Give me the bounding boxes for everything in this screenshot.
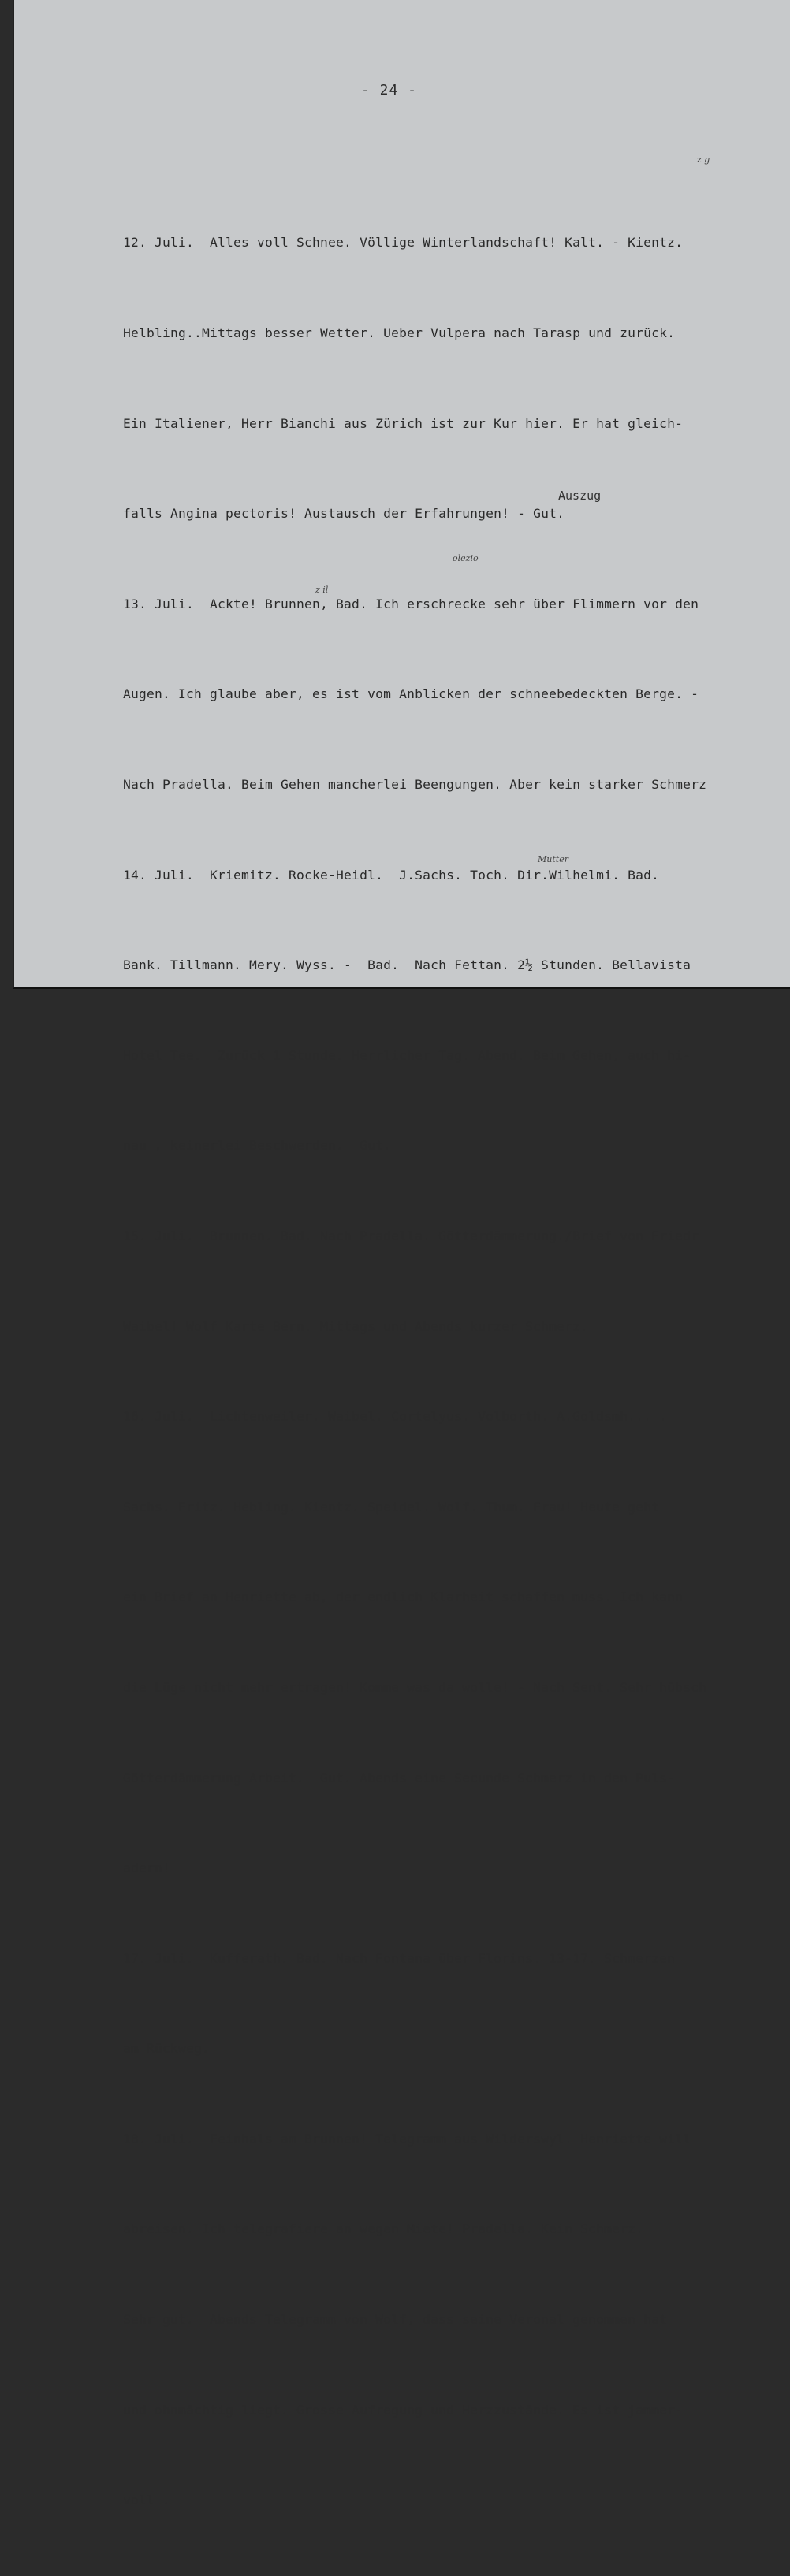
- handwritten-note-kientz-2: z il: [315, 585, 329, 595]
- text-line: 17. Juli. Kufferath. Bad. Nach Fontana über Florins. 13-17. Schmerzen: [123, 1950, 676, 1966]
- text-line: am Rückweg.: [123, 2041, 211, 2057]
- text-line: 16. Juli. Lichtenweiler. Waibel. Cortelyus. Volborth. A.Goldsmh... .: [123, 1409, 668, 1425]
- text-line: adern!: [123, 1860, 171, 1876]
- page-number: - 24 -: [361, 82, 418, 99]
- text-line: die Lüge nicht mehr ertragen! Komme was da wolle! - Nach Sent. Sehr hübsch: [123, 1679, 707, 1695]
- text-line: 14. Juli. Kriemitz. Rocke-Heidl. J.Sachs. Toch. Dir.Wilhelmi. Bad.: [123, 867, 660, 883]
- text-line: abreisen. Ich telegrafiere an wegen Miete! Pradella. Kein Schmerz.: [123, 2221, 644, 2237]
- text-line: voll .: [123, 2492, 171, 2508]
- text-line: Hotel Tee. Zurück 1 Stunde. Herrlicher Tag. Abend. Beim Gehen, auch hi-: [123, 1047, 691, 1063]
- text-line: und ohnmächtig liegt. Grosse Aufregung und Herzzustände. Es ist jammer-: [123, 2402, 684, 2418]
- handwritten-note-mutter: Mutter: [538, 854, 568, 864]
- text-line: Augen. Ich glaube aber, es ist vom Anblicken der schneebedeckten Berge. -: [123, 686, 699, 702]
- text-line: falls Angina pectoris! Austausch der Erfahrungen! - Gut.: [123, 506, 565, 522]
- text-line: Helbling..Mittags besser Wetter. Ueber Vulpera nach Tarasp und zurück.: [123, 325, 676, 340]
- text-line: Ein Italiener, Herr Bianchi aus Zürich ist zur Kur hier. Er hat gleich-: [123, 415, 684, 431]
- text-line: 13. Juli. Ackte! Brunnen, Bad. Ich erschrecke sehr über Flimmern vor den: [123, 596, 699, 611]
- text-line: 15. Juli. Brunnen. Bad. Nach Pradella. Götterdämmerung./Brief von Friedr: [123, 1228, 699, 1243]
- handwritten-note-kientz: z g: [697, 154, 710, 165]
- text-line: Bank. Tillmann. Mery. Wyss. - Bad. Nach Fettan. 2½ Stunden. Bellavista: [123, 957, 691, 973]
- text-line: Götterdämmerung Arbeit. Gut. Abends eine Secunde Schmerz in den Puls-: [123, 1770, 676, 1786]
- text-line: Sehr gut. Abends Telegramm von Wolf, dass seine Veronal genommen hat: [123, 2312, 668, 2328]
- typed-annotation-auszug: Auszug: [558, 489, 602, 503]
- text-line: Waibel! Wolf Karte Bern. Mittags und Abends kurzer Schmerz.: [123, 1318, 589, 1334]
- text-line: Sachs. Fritz. Hebling. Kientz. Speidel. Wolf. Thum. Frau! Heute geht: [123, 1499, 660, 1515]
- text-line: nau , keinerlei Beschwerden. Gut.: [123, 1138, 392, 1154]
- text-line: 12. Juli. Alles voll Schnee. Völlige Winterlandschaft! Kalt. - Kientz.: [123, 235, 684, 251]
- text-line: Nach Pradella. Beim Gehen mancherlei Beengungen. Aber kein starker Schmerz: [123, 776, 707, 792]
- text-line: 18. Juli. Feinhals am Brunnen! Telegramm aus Wilderswyl. Henriette will: [123, 2131, 691, 2147]
- document-page: [13, 0, 790, 2508]
- text-line: ein Brief an Henriette ab, der endlich Klarheit schaffen muss. Ich kann: [123, 1589, 684, 1605]
- typed-text-body: [123, 168, 785, 2576]
- handwritten-note-cortelyus: olezio: [453, 553, 479, 563]
